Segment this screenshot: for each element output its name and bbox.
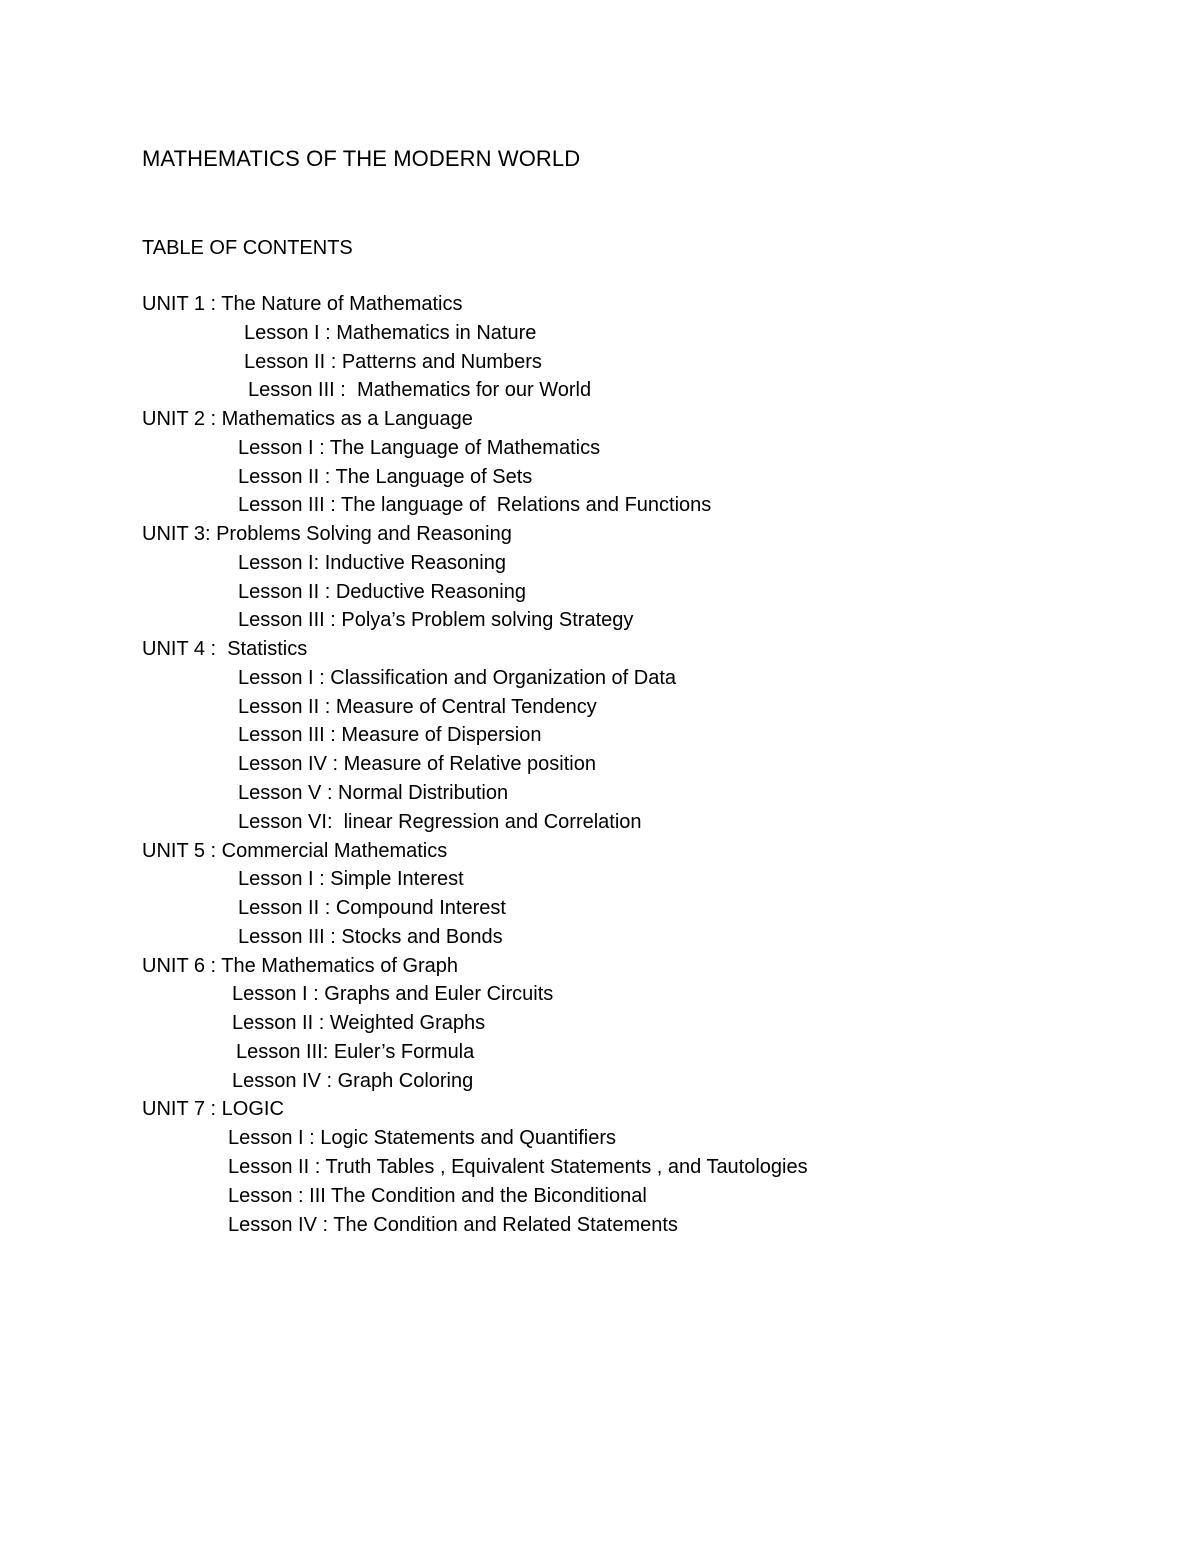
unit-1-lesson-2: Lesson II : Patterns and Numbers [244, 350, 542, 373]
unit-5-lesson-3: Lesson III : Stocks and Bonds [238, 925, 503, 948]
unit-7-lesson-4: Lesson IV : The Condition and Related Statements [228, 1213, 678, 1236]
unit-7-lesson-2: Lesson II : Truth Tables , Equivalent Statements , and Tautologies [228, 1155, 808, 1178]
unit-3-lesson-2: Lesson II : Deductive Reasoning [238, 580, 526, 603]
unit-5-heading: UNIT 5 : Commercial Mathematics [142, 839, 448, 862]
unit-1-lesson-1: Lesson I : Mathematics in Nature [244, 321, 537, 344]
unit-2-lesson-1: Lesson I : The Language of Mathematics [238, 436, 601, 459]
unit-4-lesson-3: Lesson III : Measure of Dispersion [238, 724, 542, 747]
unit-7-lesson-3: Lesson : III The Condition and the Biconditional [228, 1184, 647, 1207]
unit-4-lesson-1: Lesson I : Classification and Organization of Data [238, 666, 677, 689]
unit-3-lesson-3: Lesson III : Polya’s Problem solving Strategy [238, 609, 634, 632]
unit-4-lesson-2: Lesson II : Measure of Central Tendency [238, 695, 597, 718]
unit-4-heading: UNIT 4 : Statistics [142, 638, 308, 661]
unit-3-heading: UNIT 3: Problems Solving and Reasoning [142, 523, 512, 546]
unit-6-lesson-2: Lesson II : Weighted Graphs [232, 1012, 486, 1035]
unit-2-heading: UNIT 2 : Mathematics as a Language [142, 408, 473, 431]
toc-heading: TABLE OF CONTENTS [142, 237, 353, 259]
unit-3-lesson-1: Lesson I: Inductive Reasoning [238, 551, 506, 574]
document-title: MATHEMATICS OF THE MODERN WORLD [142, 146, 581, 171]
unit-5-lesson-1: Lesson I : Simple Interest [238, 868, 464, 891]
unit-5-lesson-2: Lesson II : Compound Interest [238, 897, 506, 920]
unit-6-lesson-1: Lesson I : Graphs and Euler Circuits [232, 983, 554, 1006]
unit-4-lesson-6: Lesson VI: linear Regression and Correlation [238, 810, 642, 833]
unit-6-heading: UNIT 6 : The Mathematics of Graph [142, 954, 459, 977]
table-of-contents [142, 290, 1142, 1239]
unit-6-lesson-4: Lesson IV : Graph Coloring [232, 1069, 474, 1092]
unit-1-heading: UNIT 1 : The Nature of Mathematics [142, 293, 463, 315]
unit-2-lesson-3: Lesson III : The language of Relations and Functions [238, 494, 712, 517]
unit-7-lesson-1: Lesson I : Logic Statements and Quantifiers [228, 1127, 616, 1150]
unit-1-lesson-3: Lesson III : Mathematics for our World [248, 379, 592, 402]
unit-7-heading: UNIT 7 : LOGIC [142, 1098, 284, 1121]
unit-4-lesson-5: Lesson V : Normal Distribution [238, 782, 509, 805]
unit-6-lesson-3: Lesson III: Euler’s Formula [236, 1040, 475, 1063]
unit-4-lesson-4: Lesson IV : Measure of Relative position [238, 753, 596, 776]
unit-2-lesson-2: Lesson II : The Language of Sets [238, 465, 533, 488]
